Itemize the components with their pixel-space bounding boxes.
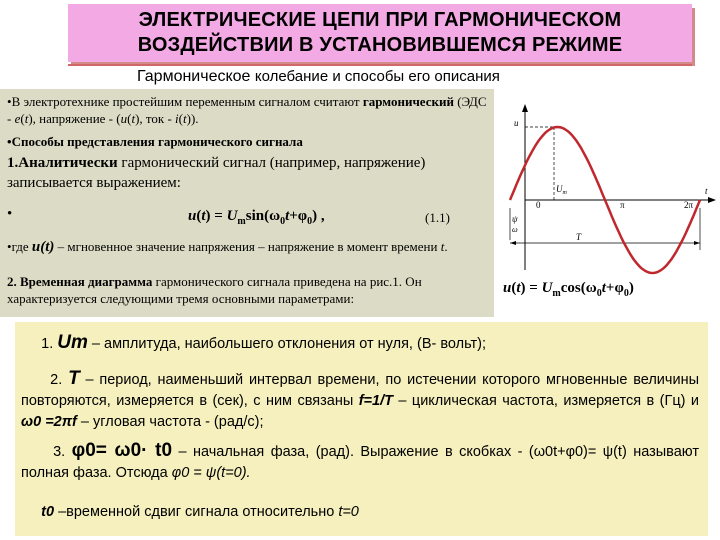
title-underline [68, 64, 692, 66]
paragraph-analytic [7, 153, 489, 193]
intro-text: В электротехнике простейшим переменным сигналом считают [11, 94, 363, 109]
intro-i: i [175, 111, 179, 126]
subtitle-part-1: Гармоническое [137, 68, 255, 85]
param-phase [21, 440, 699, 484]
param2-num: 2. [50, 372, 69, 388]
analytic-text: гармонический сигнал (например, напряжение) записывается выражением: [7, 155, 426, 191]
param2-text-b: – циклическая частота, измеряется в (Гц) и [392, 393, 699, 409]
param1-symbol: Um [57, 332, 88, 353]
formula-sin: $u(t) = U_m\sin(\omega_0t+\varphi_0)$ , [188, 208, 325, 227]
label-period: T [576, 232, 582, 242]
param4-text: –временной сдвиг сигнала относительно [54, 504, 339, 520]
intro-u: u [120, 111, 128, 126]
paragraph-methods: •Способы представления гармонического сигнала [7, 134, 303, 149]
axis-u-label: u [514, 118, 519, 128]
axis-t-label: t [705, 186, 708, 196]
formula-cos: $u(t) = U_m\cos(\omega_0t+\varphi_0)$ [503, 280, 634, 299]
period-arrow-left [510, 241, 516, 245]
methods-text: Способы представления гармонического сигнала [11, 134, 303, 149]
harmonic-graph [500, 100, 720, 275]
param2-symbol: T [68, 368, 80, 389]
intro-t3: t [183, 111, 187, 126]
analytic-bold: 1.Аналитически [7, 155, 118, 171]
label-zero: 0 [536, 200, 541, 210]
param2-formula: f=1/T [358, 393, 393, 409]
paragraph-where: •где u(t) – мгновенное значение напряжения – напряжение в момент времени t. [7, 239, 448, 255]
param3-text-b: φ0 = ψ(t=0). [171, 465, 251, 481]
period-arrow-right [694, 241, 700, 245]
param2-text-a: – период, наименьший интервал времени, по истечении которого мгновенные величины повторяются, измеряется в (сек), с ним связаны [21, 372, 699, 409]
intro-paren1: ( [20, 111, 25, 126]
label-psi: ψ [512, 214, 518, 224]
label-um: $U_m$ [556, 184, 567, 196]
paragraph-intro: •В электротехнике простейшим переменным сигналом считают гармонический (ЭДС - e(t), напряжение - (u(t), ток - i(t)). [7, 94, 487, 126]
where-t: t [440, 239, 445, 254]
intro-paren2: ( [127, 111, 132, 126]
intro-k: ), ток - [135, 111, 176, 126]
intro-e: e [14, 111, 21, 126]
bullet-formula: • [7, 206, 13, 222]
paragraph-diagram [7, 273, 489, 307]
top-text-panel [0, 89, 494, 317]
param4-t0: t=0 [338, 504, 359, 520]
intro-c: (ЭДС - [7, 94, 487, 126]
param3-text-a: – начальная фаза, (рад). Выражение в скобках - (ω0t+φ0)= ψ(t) называют полная фаза. Отсюда [21, 444, 699, 481]
intro-t1: t [24, 111, 29, 126]
title-line-2: ВОЗДЕЙСТВИИ В УСТАНОВИВШЕМСЯ РЕЖИМЕ [137, 34, 623, 56]
subtitle-part-2: колебание и способы его описания [254, 68, 500, 85]
title-box [68, 4, 692, 62]
intro-t2: t [131, 111, 136, 126]
param-amplitude [21, 332, 699, 355]
title-line-1: ЭЛЕКТРИЧЕСКИЕ ЦЕПИ ПРИ ГАРМОНИЧЕСКОМ [138, 9, 622, 31]
equation-number: (1.1) [425, 210, 450, 225]
where-end: . [444, 239, 448, 254]
diagram-text: гармонического сигнала приведена на рис.1. Он характеризуется следующими тремя основными параметрами: [7, 274, 422, 306]
where-ut: u(t) [31, 239, 55, 255]
label-2pi: 2π [684, 200, 694, 210]
intro-g: ), напряжение - ( [28, 111, 121, 126]
param3-num: 3. [53, 444, 72, 460]
diagram-bold: 2. Временная диаграмма [7, 274, 153, 289]
where-a: где [11, 239, 32, 254]
subtitle [137, 68, 500, 86]
intro-paren3: ( [178, 111, 184, 126]
bottom-parameters-panel [15, 322, 708, 536]
param4-symbol: t0 [41, 504, 55, 520]
param1-text: – амплитуда, наибольшего отклонения от нуля, (В- вольт); [87, 336, 487, 352]
param3-symbol: φ0= ω0· t0 [71, 440, 173, 461]
label-pi: π [620, 200, 625, 210]
intro-end: )). [186, 111, 199, 126]
where-c: – мгновенное значение напряжения – напряжение в момент времени [54, 239, 441, 254]
intro-bold: гармонический [362, 94, 454, 109]
u-axis-arrow [522, 104, 528, 112]
t-axis-arrow [708, 197, 716, 203]
param2-text-c: – угловая частота - (рад/с); [76, 414, 264, 430]
param1-num: 1. [41, 336, 58, 352]
label-omega: ω [512, 225, 518, 234]
param-time-shift [21, 502, 699, 523]
param2-formula2: ω0 =2πf [21, 414, 77, 430]
param-period [21, 368, 699, 433]
